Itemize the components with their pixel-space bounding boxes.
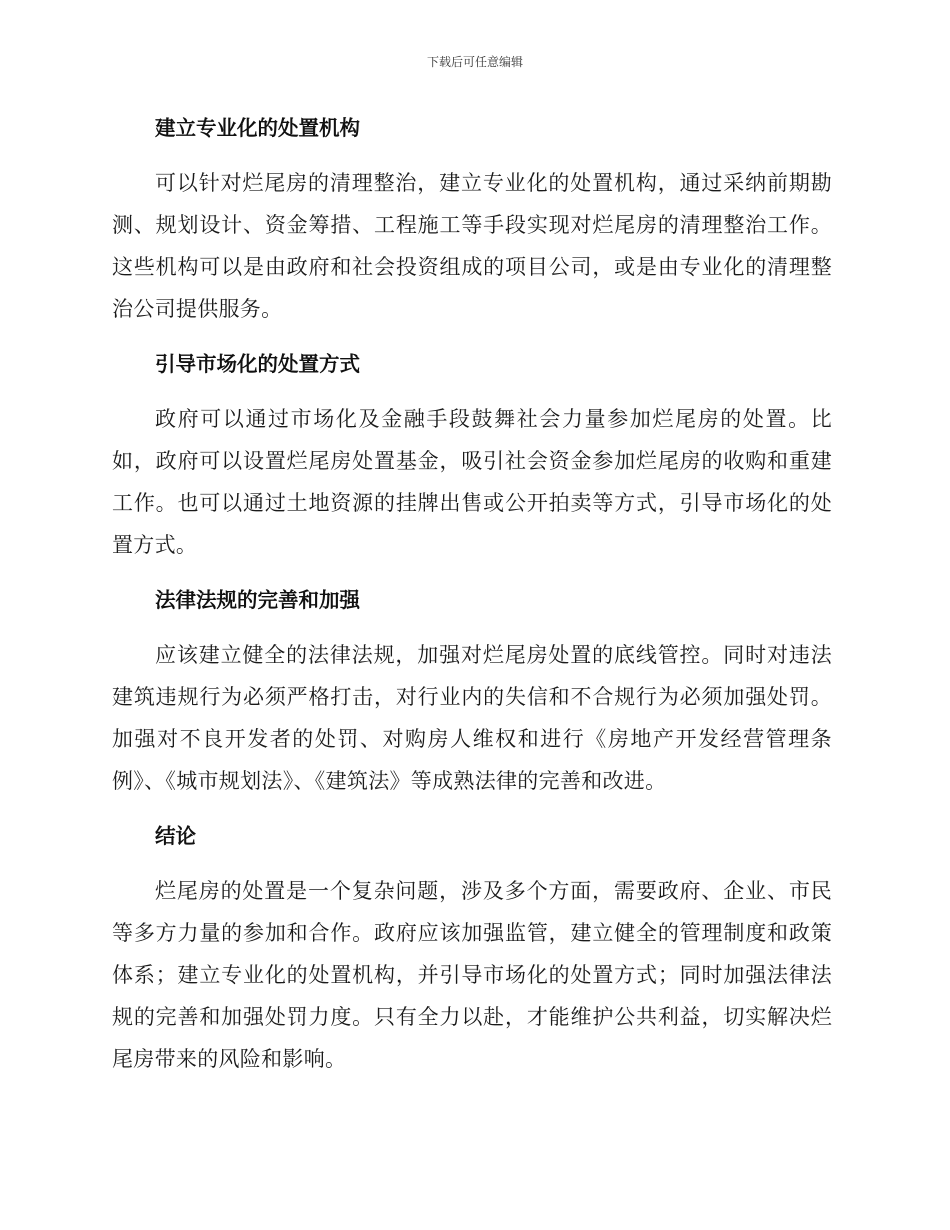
page-header: 下载后可任意编辑 bbox=[426, 55, 523, 69]
section-paragraph: 烂尾房的处置是一个复杂问题，涉及多个方面，需要政府、企业、市民等多方力量的参加和合作。政府应该加强监管，建立健全的管理制度和政策体系；建立专业化的处置机构，并引导市场化的处置方式；同时加强法律法规的完善和加强处罚力度。只有全力以赴，才能维护公共利益，切实解决烂尾房带来的风险和影响。 bbox=[112, 879, 832, 1071]
section-legal-improvement bbox=[112, 580, 832, 802]
document-body bbox=[112, 108, 832, 1094]
section-professional-agency bbox=[112, 108, 832, 330]
section-market-approach bbox=[112, 344, 832, 566]
section-paragraph: 应该建立健全的法律法规，加强对烂尾房处置的底线管控。同时对违法建筑违规行为必须严格打击，对行业内的失信和不合规行为必须加强处罚。加强对不良开发者的处罚、对购房人维权和进行《房地产开发经营管理条例》、《城市规划法》、《建筑法》等成熟法律的完善和改进。 bbox=[112, 643, 832, 793]
section-heading: 引导市场化的处置方式 bbox=[155, 352, 360, 376]
section-paragraph: 可以针对烂尾房的清理整治，建立专业化的处置机构，通过采纳前期勘测、规划设计、资金筹措、工程施工等手段实现对烂尾房的清理整治工作。这些机构可以是由政府和社会投资组成的项目公司，或是由专业化的清理整治公司提供服务。 bbox=[112, 171, 832, 321]
section-heading: 法律法规的完善和加强 bbox=[155, 588, 360, 612]
section-conclusion bbox=[112, 816, 832, 1080]
section-heading: 建立专业化的处置机构 bbox=[155, 116, 360, 140]
section-heading: 结论 bbox=[155, 824, 196, 848]
section-paragraph: 政府可以通过市场化及金融手段鼓舞社会力量参加烂尾房的处置。比如，政府可以设置烂尾房处置基金，吸引社会资金参加烂尾房的收购和重建工作。也可以通过土地资源的挂牌出售或公开拍卖等方式，引导市场化的处置方式。 bbox=[112, 407, 832, 557]
